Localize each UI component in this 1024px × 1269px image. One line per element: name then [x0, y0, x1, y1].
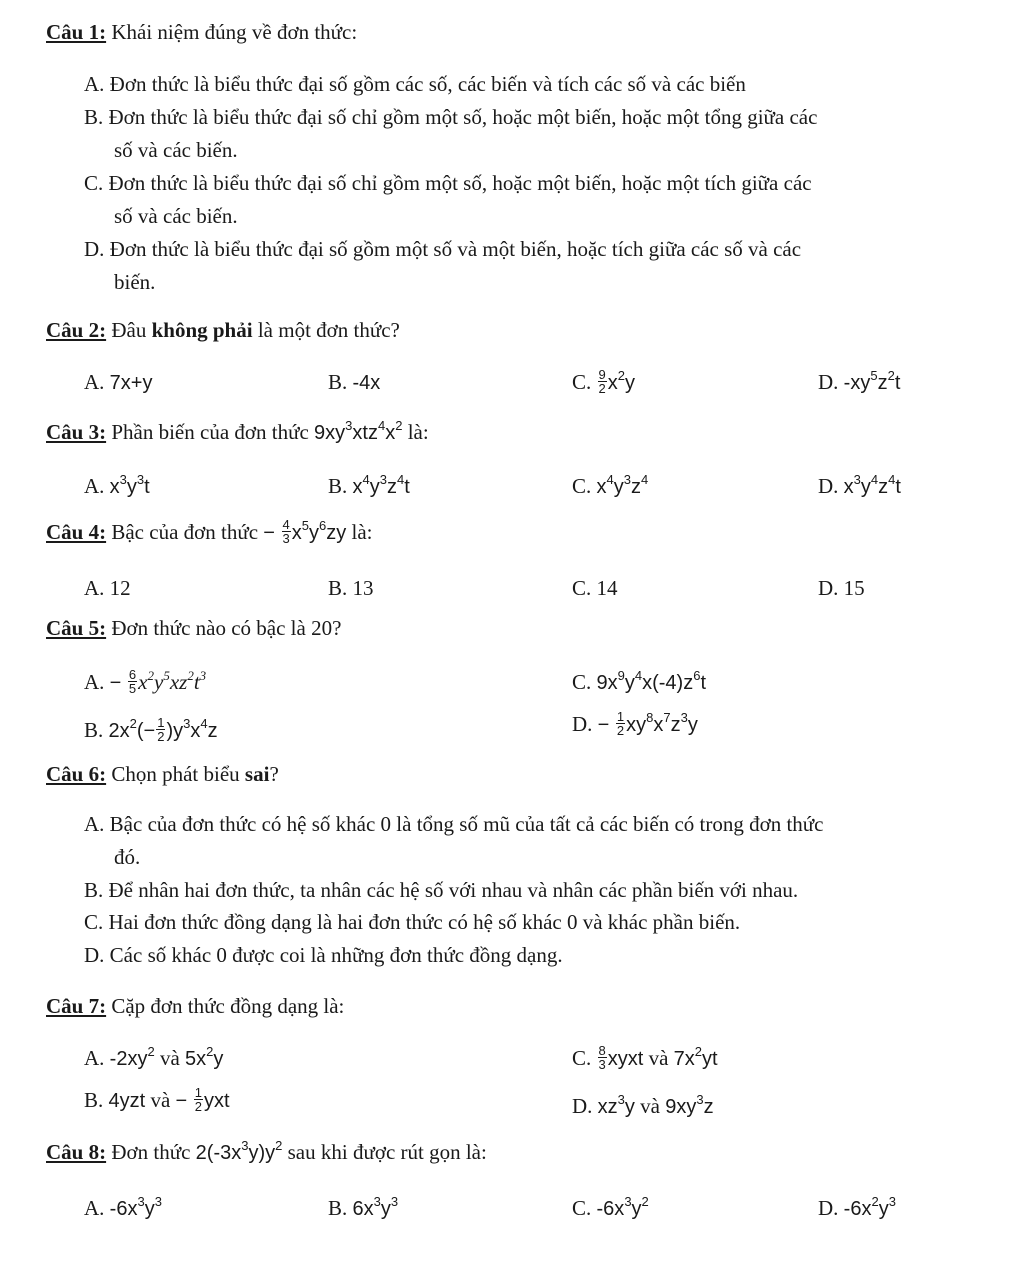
q2-option-c[interactable]: C. $\frac{9}{2}$ $x^2y$ [572, 367, 635, 397]
q2-option-a[interactable]: A. 7x+y [84, 370, 153, 394]
q5-option-b[interactable]: B. $2x^2(-$ $\frac{1}{2}$ )$y^3x^4z$ [84, 715, 218, 745]
question-label: Câu 1: [46, 20, 107, 44]
question-3: Câu 3: Phần biến của đơn thức $9xy^3xtz^4x^2$ là: [46, 418, 429, 444]
q7-option-d[interactable]: D. $xz^3y$ và $9xy^3z$ [572, 1092, 714, 1118]
q3-option-c[interactable]: C. $x^4y^3z^4$ [572, 472, 649, 498]
q6-option-d[interactable]: D. Các số khác 0 được coi là những đơn thức đồng dạng. [84, 943, 563, 967]
q3-option-a[interactable]: A. $x^3y^3t$ [84, 472, 150, 498]
q7-option-b[interactable]: B. 4yzt và − $\frac{1}{2}$ yxt [84, 1085, 230, 1115]
q3-option-d[interactable]: D. $x^3y^4z^4t$ [818, 472, 901, 498]
q8-option-c[interactable]: C. $-6x^3y^2$ [572, 1194, 649, 1220]
fraction: $\frac{9}{2}$ [598, 367, 606, 397]
question-6: Câu 6: Chọn phát biểu sai? [46, 762, 279, 786]
q1-option-b[interactable]: B. Đơn thức là biểu thức đại số chỉ gồm một số, hoặc một biến, hoặc một tổng giữa các số và các biến. [84, 105, 818, 162]
q6-option-b[interactable]: B. Để nhân hai đơn thức, ta nhân các hệ số với nhau và nhân các phần biến với nhau. [84, 878, 799, 902]
question-5: Câu 5: Đơn thức nào có bậc là 20? [46, 616, 342, 640]
question-text: Khái niệm đúng về đơn thức: [106, 20, 358, 44]
question-1 [46, 20, 357, 45]
fraction: $\frac{8}{3}$ [598, 1043, 606, 1073]
fraction: $\frac{4}{3}$ [282, 517, 290, 547]
q3-option-b[interactable]: B. $x^4y^3z^4t$ [328, 472, 410, 498]
q8-option-b[interactable]: B. $6x^3y^3$ [328, 1194, 399, 1220]
question-8: Câu 8: Đơn thức $2(-3x^3y)y^2$ sau khi được rút gọn là: [46, 1138, 487, 1164]
q4-option-d[interactable]: D. 15 [818, 576, 865, 600]
q6-option-c[interactable]: C. Hai đơn thức đồng dạng là hai đơn thức có hệ số khác 0 và khác phần biến. [84, 910, 741, 934]
question-7: Câu 7: Cặp đơn thức đồng dạng là: [46, 994, 345, 1018]
q7-option-c[interactable]: C. $\frac{8}{3}$ xyxt và $7x^2yt$ [572, 1043, 718, 1073]
q2-option-b[interactable]: B. -4x [328, 370, 381, 394]
q5-option-d[interactable]: D. − $\frac{1}{2}$ $xy^8x^7z^3y$ [572, 709, 698, 739]
q1-option-c[interactable]: C. Đơn thức là biểu thức đại số chỉ gồm một số, hoặc một biến, hoặc một tích giữa các số và các biến. [84, 171, 812, 228]
q5-option-c[interactable]: C. $9x^9y^4x(-4)z^6t$ [572, 668, 707, 694]
q1-option-d[interactable]: D. Đơn thức là biểu thức đại số gồm một số và một biến, hoặc tích giữa các số và các biến. [84, 237, 802, 294]
question-4: Câu 4: Bậc của đơn thức − $\frac{4}{3}$ $x^5y^6zy$ là: [46, 517, 373, 547]
q8-option-d[interactable]: D. $-6x^2y^3$ [818, 1194, 896, 1220]
fraction: $\frac{6}{5}$ [128, 667, 137, 697]
q4-option-a[interactable]: A. 12 [84, 576, 131, 600]
fraction: $\frac{1}{2}$ [157, 715, 165, 745]
question-2: Câu 2: Đâu không phải là một đơn thức? [46, 318, 400, 342]
q7-option-a[interactable]: A. $-2xy^2$ và $5x^2y$ [84, 1044, 224, 1070]
q4-option-b[interactable]: B. 13 [328, 576, 374, 600]
q5-option-a[interactable]: A. − $\frac{6}{5}$ $x^2y^5xz^2t^3$ [84, 667, 207, 697]
q8-option-a[interactable]: A. $-6x^3y^3$ [84, 1194, 162, 1220]
q6-option-a[interactable]: A. Bậc của đơn thức có hệ số khác 0 là tổng số mũ của tất cả các biến có trong đơn thức đó. [84, 812, 824, 869]
fraction: $\frac{1}{2}$ [616, 709, 625, 739]
q4-option-c[interactable]: C. 14 [572, 576, 618, 600]
q2-option-d[interactable]: D. $-xy^5z^2t$ [818, 368, 901, 394]
fraction: $\frac{1}{2}$ [194, 1085, 203, 1115]
q1-option-a[interactable]: A. Đơn thức là biểu thức đại số gồm các số, các biến và tích các số và các biến [84, 72, 746, 96]
